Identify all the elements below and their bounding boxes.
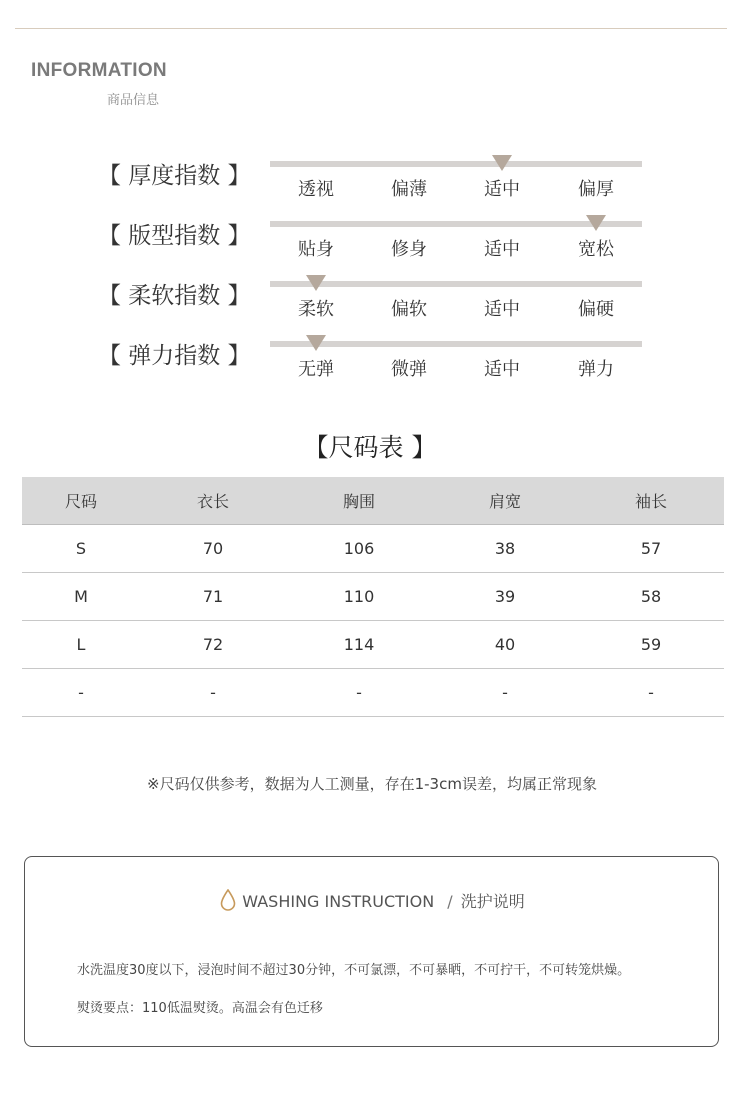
index-row-fit: [0, 217, 750, 277]
washing-heading: [25, 889, 720, 915]
index-option: 修身: [391, 239, 427, 260]
table-cell: -: [286, 669, 432, 717]
table-cell: 58: [578, 573, 724, 621]
section-subtitle: 商品信息: [107, 93, 160, 108]
index-label: 【 柔软指数 】: [98, 283, 251, 309]
table-cell: 70: [140, 525, 286, 573]
size-table: [22, 477, 724, 717]
index-bar: [270, 161, 642, 167]
washing-title-separator: /: [447, 892, 453, 911]
table-cell: -: [578, 669, 724, 717]
size-note: ※尺码仅供参考，数据为人工测量，存在1-3cm误差，均属正常现象: [147, 775, 597, 793]
index-option: 宽松: [578, 239, 614, 260]
section-title: INFORMATION: [31, 60, 167, 81]
index-option: 适中: [484, 359, 520, 380]
table-cell: -: [22, 669, 140, 717]
top-divider: [15, 28, 727, 29]
index-option: 微弹: [391, 359, 427, 380]
table-cell: 39: [432, 573, 578, 621]
table-cell: -: [140, 669, 286, 717]
table-cell: L: [22, 621, 140, 669]
table-row: [22, 573, 724, 621]
index-marker-icon: [586, 215, 606, 231]
index-option: 适中: [484, 239, 520, 260]
table-cell: 72: [140, 621, 286, 669]
size-table-title: 【尺码表 】: [303, 433, 437, 462]
table-cell: -: [432, 669, 578, 717]
table-header-row: [22, 477, 724, 525]
column-header: 尺码: [22, 477, 140, 525]
column-header: 胸围: [286, 477, 432, 525]
index-row-thickness: [0, 157, 750, 217]
water-drop-icon: [220, 889, 236, 915]
index-option: 适中: [484, 299, 520, 320]
index-option: 偏厚: [578, 179, 614, 200]
index-option: 贴身: [298, 239, 334, 260]
index-option: 无弹: [298, 359, 334, 380]
index-option: 偏硬: [578, 299, 614, 320]
table-cell: 40: [432, 621, 578, 669]
index-option: 偏软: [391, 299, 427, 320]
index-marker-icon: [492, 155, 512, 171]
washing-text-line: 水洗温度30度以下，浸泡时间不超过30分钟，不可氯漂，不可暴晒，不可拧干，不可转笼烘燥。: [77, 963, 631, 978]
index-marker-icon: [306, 335, 326, 351]
index-label: 【 弹力指数 】: [98, 343, 251, 369]
table-cell: M: [22, 573, 140, 621]
index-option: 弹力: [578, 359, 614, 380]
index-marker-icon: [306, 275, 326, 291]
index-option: 柔软: [298, 299, 334, 320]
index-row-elasticity: [0, 337, 750, 397]
table-cell: 71: [140, 573, 286, 621]
index-row-softness: [0, 277, 750, 337]
index-option: 透视: [298, 179, 334, 200]
table-row: [22, 525, 724, 573]
index-option: 偏薄: [391, 179, 427, 200]
table-cell: 106: [286, 525, 432, 573]
table-row: [22, 669, 724, 717]
column-header: 衣长: [140, 477, 286, 525]
index-option: 适中: [484, 179, 520, 200]
ironing-text-line: 熨烫要点：110低温熨烫。高温会有色迁移: [77, 1001, 323, 1016]
column-header: 袖长: [578, 477, 724, 525]
table-cell: 59: [578, 621, 724, 669]
index-label: 【 厚度指数 】: [98, 163, 251, 189]
washing-title-cn: 洗护说明: [460, 892, 525, 911]
washing-instruction-box: [24, 856, 719, 1047]
washing-title-en: WASHING INSTRUCTION: [242, 892, 435, 911]
table-cell: 114: [286, 621, 432, 669]
table-cell: 57: [578, 525, 724, 573]
table-cell: 110: [286, 573, 432, 621]
table-cell: 38: [432, 525, 578, 573]
table-row: [22, 621, 724, 669]
table-cell: S: [22, 525, 140, 573]
index-label: 【 版型指数 】: [98, 223, 251, 249]
column-header: 肩宽: [432, 477, 578, 525]
